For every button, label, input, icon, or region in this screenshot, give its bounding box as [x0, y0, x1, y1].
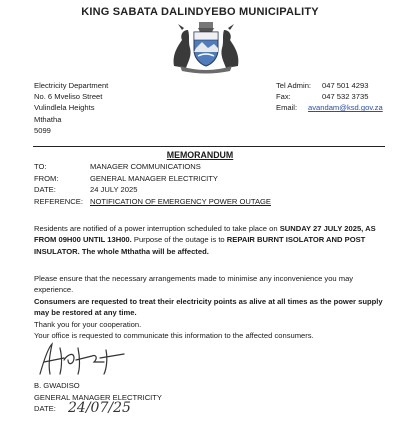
arrangements-paragraph: Please ensure that the necessary arrangements made to minimise any inconvenience you may experience. [34, 274, 354, 295]
communication-request: Your office is requested to communicate this information to the affected consumers. [34, 331, 314, 341]
tel-value: 047 501 4293 [322, 81, 369, 90]
from-value: GENERAL MANAGER ELECTRICITY [90, 173, 218, 183]
address-line: No. 6 Mveliso Street [34, 92, 103, 102]
memo-fields [34, 161, 271, 207]
outage-purpose: REPAIR BURNT ISOLATOR AND POST INSULATOR. The whole Mthatha will be affected. [34, 235, 366, 256]
address-line: Electricity Department [34, 81, 109, 90]
from-label: FROM: [34, 173, 59, 183]
to-value: MANAGER COMMUNICATIONS [90, 162, 201, 171]
address-line: Mthatha [34, 114, 62, 124]
signature-date-label: DATE: [34, 404, 56, 414]
thanks-line: Thank you for your cooperation. [34, 319, 142, 329]
reference-value: NOTIFICATION OF EMERGENCY POWER OUTAGE [90, 196, 271, 206]
address-line: 5099 [34, 125, 51, 135]
address-line: Vulindlela Heights [34, 103, 95, 113]
sender-address [34, 80, 108, 136]
handwritten-date-text: 24/07/25 [68, 400, 131, 416]
signer-title: GENERAL MANAGER ELECTRICITY [34, 392, 162, 402]
signer-name: B. GWADISO [34, 381, 80, 390]
municipality-title: KING SABATA DALINDYEBO MUNICIPALITY [81, 6, 319, 18]
fax-label: Fax: [276, 92, 291, 102]
instructions-block [34, 273, 394, 341]
outage-notice-paragraph [34, 223, 394, 257]
municipal-coat-of-arms-icon [168, 18, 244, 74]
contact-block [276, 80, 383, 114]
safety-warning-paragraph: Consumers are requested to treat their electricity points as alive at all times as the power supply may be restored at any time. [34, 296, 383, 318]
handwritten-signature [34, 340, 144, 380]
email-link[interactable]: avandam@ksd.gov.za [308, 103, 383, 113]
memo-heading: MEMORANDUM [166, 150, 234, 160]
handwritten-date [66, 396, 156, 418]
notice-text: Residents are notified of a power interruption scheduled to take place on [34, 224, 280, 233]
date-label: DATE: [34, 185, 56, 195]
email-label: Email: [276, 103, 298, 113]
tel-label: Tel Admin: [276, 81, 312, 90]
notice-text: Purpose of the outage is to [131, 235, 227, 245]
reference-label: REFERENCE: [34, 196, 83, 206]
date-value: 24 JULY 2025 [90, 185, 138, 195]
header-divider [33, 146, 385, 147]
outage-schedule: SUNDAY 27 JULY 2025, AS FROM 09H00 UNTIL 13H00. [34, 224, 376, 245]
signature-block [34, 340, 234, 430]
to-label: TO: [34, 162, 47, 171]
fax-value: 047 532 3735 [322, 92, 369, 102]
